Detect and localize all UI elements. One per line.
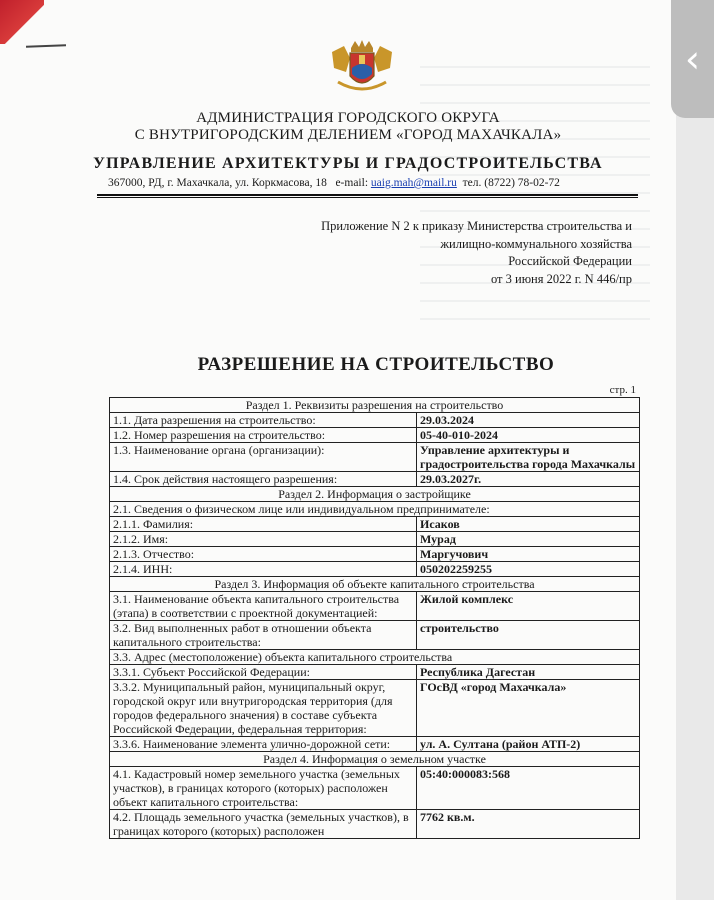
table-row: [110, 547, 640, 562]
contact-line: [108, 177, 560, 189]
annex-note: [292, 218, 632, 288]
org-name-line1: АДМИНИСТРАЦИЯ ГОРОДСКОГО ОКРУГА: [196, 110, 500, 126]
back-button[interactable]: [671, 0, 714, 118]
table-row: [110, 665, 640, 680]
annex-line: Приложение N 2 к приказу Министерства строительства и: [321, 219, 632, 233]
field-label: 2.1.4. ИНН:: [110, 562, 417, 577]
permit-table: [109, 397, 640, 839]
field-label: 1.3. Наименование органа (организации):: [110, 443, 417, 472]
field-value: Жилой комплекс: [417, 592, 640, 621]
table-row: [110, 532, 640, 547]
table-row: [110, 428, 640, 443]
field-value: строительство: [417, 621, 640, 650]
document-title: РАЗРЕШЕНИЕ НА СТРОИТЕЛЬСТВО: [197, 354, 555, 375]
phone: тел. (8722) 78-02-72: [462, 177, 560, 189]
pen-mark: [26, 44, 66, 47]
annex-line: Российской Федерации: [508, 254, 632, 268]
department-name: УПРАВЛЕНИЕ АРХИТЕКТУРЫ И ГРАДОСТРОИТЕЛЬСТВА: [93, 155, 603, 172]
field-label: 3.1. Наименование объекта капитального строительства (этапа) в соответствии с проектной документацией:: [110, 592, 417, 621]
annex-line: жилищно-коммунального хозяйства: [440, 236, 632, 251]
table-row: [110, 413, 640, 428]
section-row: [110, 398, 640, 413]
field-value: ул. А. Султана (район АТП-2): [417, 737, 640, 752]
header-rule-thick: [97, 194, 638, 196]
field-label: 3.3.6. Наименование элемента улично-дорожной сети:: [110, 737, 417, 752]
field-value: 05-40-010-2024: [417, 428, 640, 443]
table-row: [110, 737, 640, 752]
email-link[interactable]: uaig.mah@mail.ru: [370, 177, 457, 189]
field-label: 1.1. Дата разрешения на строительство:: [110, 413, 417, 428]
subsection-heading: 2.1. Сведения о физическом лице или индивидуальном предпринимателе:: [110, 502, 640, 517]
table-row: [110, 621, 640, 650]
section-heading: Раздел 4. Информация о земельном участке: [110, 752, 640, 767]
field-value: 29.03.2027г.: [417, 472, 640, 487]
field-label: 2.1.1. Фамилия:: [110, 517, 417, 532]
field-label: 4.1. Кадастровый номер земельного участка (земельных участков), в границах которого (которых) расположен объект капитального строительства:: [110, 767, 417, 810]
field-value: Маргучович: [417, 547, 640, 562]
field-label: 3.3.1. Субъект Российской Федерации:: [110, 665, 417, 680]
annex-line: от 3 июня 2022 г. N 446/пр: [490, 271, 632, 286]
field-value: 29.03.2024: [417, 413, 640, 428]
subsection-row: [110, 502, 640, 517]
field-label: 3.3.2. Муниципальный район, муниципальный округ, городской округ или внутригородская территория (для городов федерального значения) в составе субъекта Российской Федерации, федеральная территория:: [110, 680, 417, 737]
field-value: Исаков: [417, 517, 640, 532]
postal-address: 367000, РД, г. Махачкала, ул. Коркмасова, 18: [108, 177, 327, 189]
field-value: Управление архитектуры и градостроительства города Махачкалы: [417, 443, 640, 472]
field-label: 1.4. Срок действия настоящего разрешения:: [110, 472, 417, 487]
table-row: [110, 680, 640, 737]
email-label: e-mail:: [335, 177, 369, 189]
table-row: [110, 767, 640, 810]
table-row: [110, 562, 640, 577]
section-row: [110, 577, 640, 592]
section-row: [110, 487, 640, 502]
field-value: ГОсВД «город Махачкала»: [417, 680, 640, 737]
table-row: [110, 517, 640, 532]
subsection-heading: 3.3. Адрес (местоположение) объекта капитального строительства: [110, 650, 640, 665]
header-rule-thin: [97, 197, 638, 198]
section-heading: Раздел 3. Информация об объекте капитального строительства: [110, 577, 640, 592]
field-value: Республика Дагестан: [417, 665, 640, 680]
table-row: [110, 443, 640, 472]
subsection-row: [110, 650, 640, 665]
org-name-line2: С ВНУТРИГОРОДСКИМ ДЕЛЕНИЕМ «ГОРОД МАХАЧКАЛА»: [134, 127, 562, 143]
red-paper-clip: [0, 0, 44, 44]
field-label: 2.1.2. Имя:: [110, 532, 417, 547]
field-label: 1.2. Номер разрешения на строительство:: [110, 428, 417, 443]
table-row: [110, 472, 640, 487]
field-value: 050202259255: [417, 562, 640, 577]
table-row: [110, 810, 640, 839]
chevron-left-icon: ‹: [684, 37, 701, 81]
section-row: [110, 752, 640, 767]
field-label: 3.2. Вид выполненных работ в отношении объекта капитального строительства:: [110, 621, 417, 650]
table-row: [110, 592, 640, 621]
field-value: 05:40:000083:568: [417, 767, 640, 810]
coat-of-arms-icon: [324, 38, 400, 98]
field-label: 4.2. Площадь земельного участка (земельных участков), в границах которого (которых) расположен: [110, 810, 417, 839]
field-label: 2.1.3. Отчество:: [110, 547, 417, 562]
section-heading: Раздел 1. Реквизиты разрешения на строительство: [110, 398, 640, 413]
page-number: стр. 1: [609, 384, 636, 396]
field-value: Мурад: [417, 532, 640, 547]
section-heading: Раздел 2. Информация о застройщике: [110, 487, 640, 502]
field-value: 7762 кв.м.: [417, 810, 640, 839]
